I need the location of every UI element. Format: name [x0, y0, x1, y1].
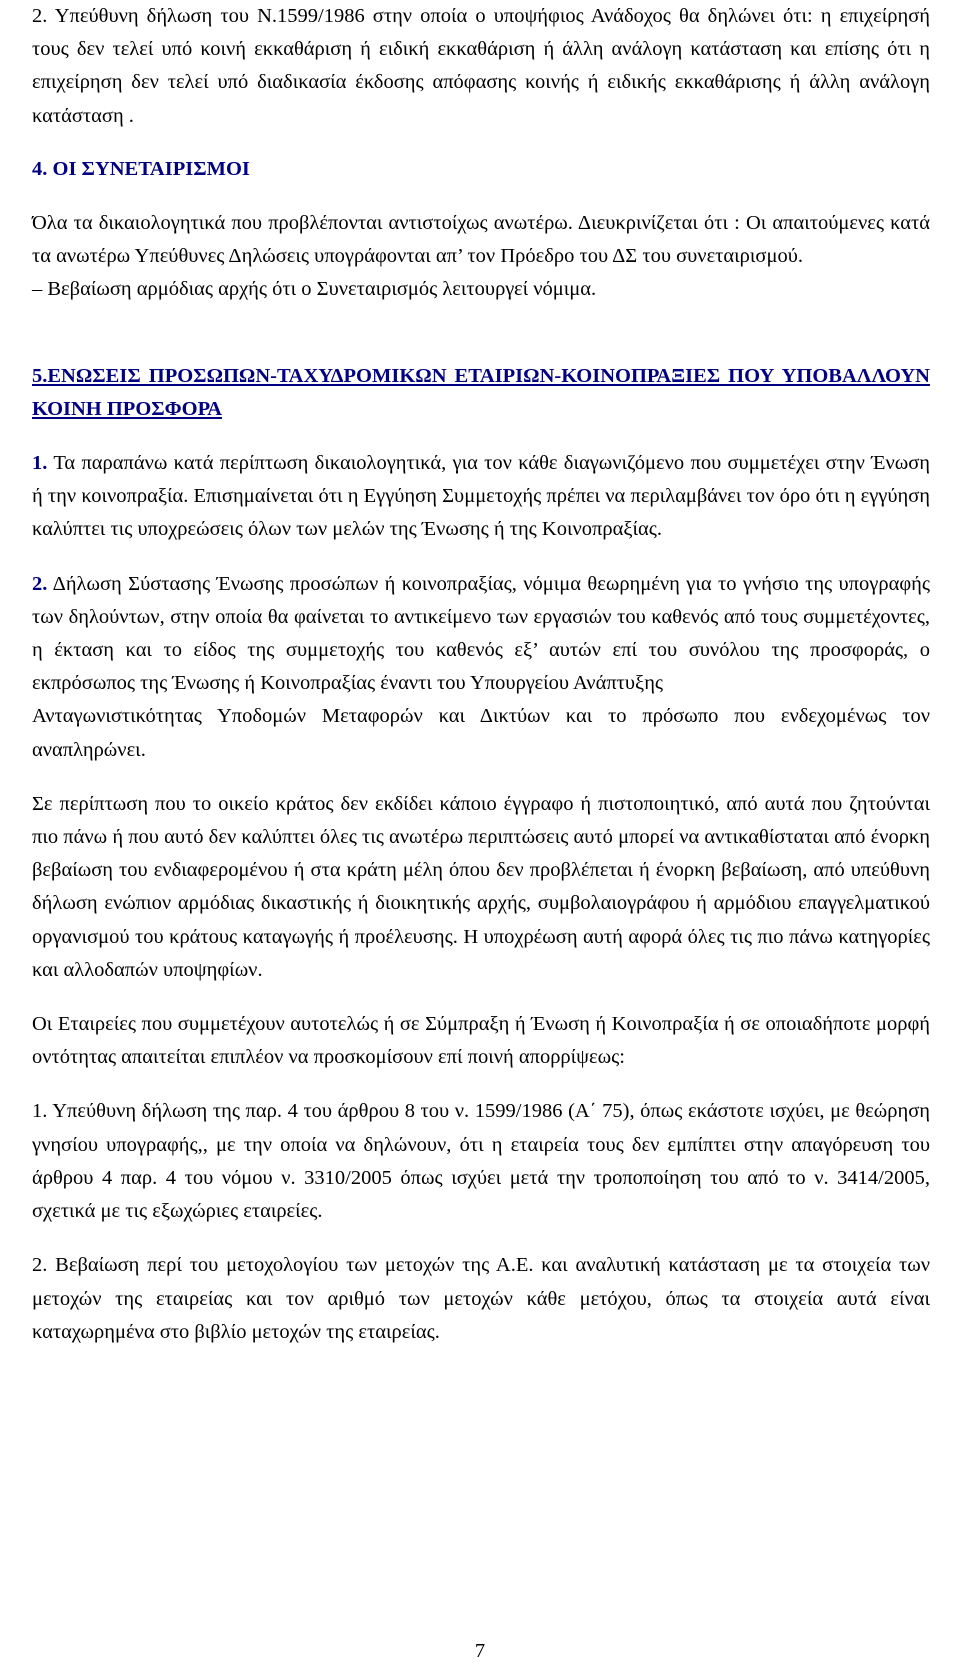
section5-item1: [32, 447, 930, 547]
section4-heading: 4. ΟΙ ΣΥΝΕΤΑΙΡΙΣΜΟΙ: [32, 157, 250, 180]
section5-item1-text: Τα παραπάνω κατά περίπτωση δικαιολογητικά, για τον κάθε διαγωνιζόμενο που συμμετέχει στην Ένωση ή την κοινοπραξία. Επισημαίνεται ότι η Εγγύηση Συμμετοχής πρέπει να περιλαμβάνει τον όρο ότι η εγγύηση καλύπτει τις υποχρεώσεις όλων των μελών της Ένωσης ή της Κοινοπραξίας.: [32, 452, 930, 541]
foreign-paragraph: Σε περίπτωση που το οικείο κράτος δεν εκδίδει κάποιο έγγραφο ή πιστοποιητικό, από αυτά που ζητούνται πιο πάνω ή που αυτό δεν καλύπτει όλες τις ανωτέρω περιπτώσεις αυτό μπορεί να αντικαθίσταται από ένορκη βεβαίωση του ενδιαφερομένου ή στα κράτη μέλη όπου δεν προβλέπεται ή ένορκη βεβαίωση, από υπεύθυνη δήλωση ενώπιον αρμόδιας δικαστικής ή διοικητικής αρχής, συμβολαιογράφου ή αρμόδιου επαγγελματικού οργανισμού του κράτους καταγωγής ή προέλευσης. Η υποχρέωση αυτή αφορά όλες τις πιο πάνω κατηγορίες και αλλοδαπών υποψηφίων.: [32, 792, 930, 981]
section5-item1-number: 1.: [32, 452, 48, 475]
companies-paragraph: Οι Εταιρείες που συμμετέχουν αυτοτελώς ή σε Σύμπραξη ή Ένωση ή Κοινοπραξία ή σε οποιαδήποτε μορφή οντότητας απαιτείται επιπλέον να προσκομίσουν επί ποινή απορρίψεως:: [32, 1013, 930, 1069]
section4-paragraph: Όλα τα δικαιολογητικά που προβλέπονται αντιστοίχως ανωτέρω. Διευκρινίζεται ότι : Οι απαιτούμενες κατά τα ανωτέρω Υπεύθυνες Δηλώσεις υπογράφονται απ’ τον Πρόεδρο του ΔΣ του συνεταιρισμού.: [32, 212, 930, 268]
section5-item2-continued: Ανταγωνιστικότητας Υποδομών Μεταφορών και Δικτύων και το πρόσωπο που ενδεχομένως τον αναπληρώνει.: [32, 705, 930, 761]
section4-bullet: – Βεβαίωση αρμόδιας αρχής ότι ο Συνεταιρισμός λειτουργεί νόμιμα.: [32, 278, 597, 301]
list-item-2: 2. Βεβαίωση περί του μετοχολογίου των μετοχών της Α.Ε. και αναλυτική κατάσταση με τα στοιχεία των μετοχών της εταιρείας και τον αριθμό των μετοχών κάθε μετόχου, όπως τα στοιχεία αυτά είναι καταχωρημένα στο βιβλίο μετοχών της εταιρείας.: [32, 1254, 930, 1343]
section5-item2-number: 2.: [32, 572, 48, 595]
document-page: [32, 0, 930, 1349]
intro-paragraph: 2. Υπεύθυνη δήλωση του Ν.1599/1986 στην οποία ο υποψήφιος Ανάδοχος θα δηλώνει ότι: η επιχείρησή τους δεν τελεί υπό κοινή εκκαθάριση ή ειδική εκκαθάριση ή άλλη ανάλογη κατάσταση και επίσης ότι η επιχείρηση δεν τελεί υπό διαδικασία έκδοσης απόφασης κοινής ή ειδικής εκκαθάρισης ή άλλη ανάλογη κατάσταση .: [32, 5, 930, 127]
page-number: 7: [474, 1640, 486, 1662]
section5-item2: [32, 568, 930, 701]
list-item-1: 1. Υπεύθυνη δήλωση της παρ. 4 του άρθρου 8 του ν. 1599/1986 (Α΄ 75), όπως εκάστοτε ισχύει, με θεώρηση γνησίου υπογραφής,, με την οποία να δηλώνουν, ότι η εταιρεία τους δεν εμπίπτει στην απαγόρευση του άρθρου 4 παρ. 4 του νόμου ν. 3310/2005 όπως ισχύει μετά την τροποποίηση του από το ν. 3414/2005, σχετικά με τις εξωχώριες εταιρείες.: [32, 1100, 930, 1223]
section5-item2-text: Δήλωση Σύστασης Ένωσης προσώπων ή κοινοπραξίας, νόμιμα θεωρημένη για το γνήσιο της υπογραφής των δηλούντων, στην οποία θα φαίνεται το αντικείμενο των εργασιών του καθενός από τους συμμετέχοντες, η έκταση και το είδος της συμμετοχής του καθενός εξ’ αυτών επί του συνόλου της προσφοράς, ο εκπρόσωπος της Ένωσης ή Κοινοπραξίας έναντι του Υπουργείου Ανάπτυξης: [32, 572, 930, 695]
section5-heading: 5.ΕΝΩΣΕΙΣ ΠΡΟΣΩΠΩΝ-ΤΑΧΥΔΡΟΜΙΚΩΝ ΕΤΑΙΡΙΩΝ-ΚΟΙΝΟΠΡΑΞΙΕΣ ΠΟΥ ΥΠΟΒΑΛΛΟΥΝ ΚΟΙΝΗ ΠΡΟΣΦΟΡΑ: [32, 364, 930, 420]
